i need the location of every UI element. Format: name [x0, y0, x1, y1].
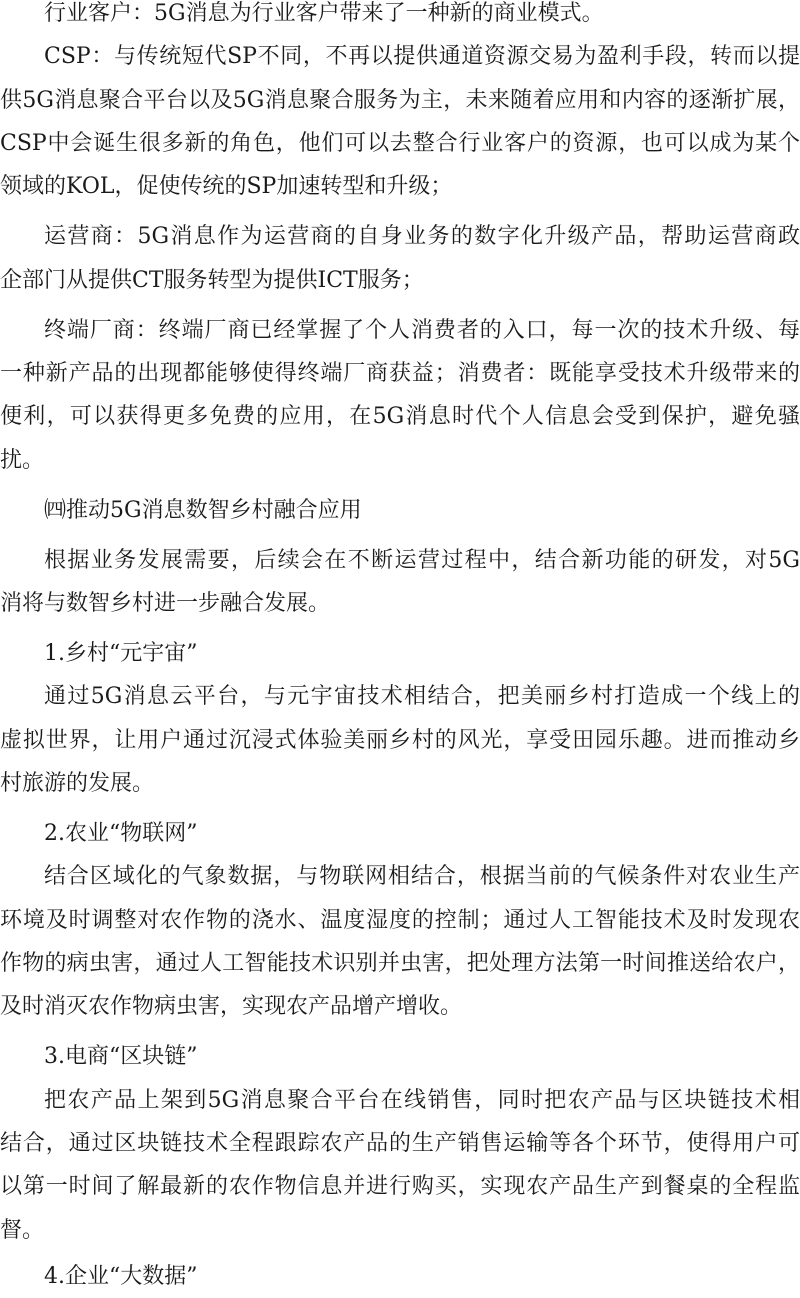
text-line: 作物的病虫害，通过人工智能技术识别并虫害，把处理方法第一时间推送给农户， [0, 951, 800, 976]
subsection-heading: 4.企业“大数据” [44, 1264, 198, 1289]
text-line: 运营商：5G消息作为运营商的自身业务的数字化升级产品，帮助运营商政 [44, 224, 800, 249]
text-line: 督。 [0, 1218, 45, 1243]
text-line: 供5G消息聚合平台以及5G消息聚合服务为主，未来随着应用和内容的逐渐扩展， [0, 88, 800, 113]
text-line: 行业客户：5G消息为行业客户带来了一种新的商业模式。 [44, 1, 604, 26]
text-line: CSP中会诞生很多新的角色，他们可以去整合行业客户的资源，也可以成为某个 [0, 131, 800, 156]
text-line: 村旅游的发展。 [0, 771, 155, 796]
text-line: 结合，通过区块链技术全程跟踪农产品的生产销售运输等各个环节，使得用户可 [0, 1131, 800, 1156]
text-line: 及时消灭农作物病虫害，实现农产品增产增收。 [0, 994, 463, 1019]
text-line: 环境及时调整对农作物的浇水、温度湿度的控制；通过人工智能技术及时发现农 [0, 908, 800, 933]
text-line: CSP：与传统短代SP不同，不再以提供通道资源交易为盈利手段，转而以提 [44, 44, 800, 69]
text-line: 扰。 [0, 448, 45, 473]
text-line: 虚拟世界，让用户通过沉浸式体验美丽乡村的风光，享受田园乐趣。进而推动乡 [0, 728, 800, 753]
text-line: 结合区域化的气象数据，与物联网相结合，根据当前的气候条件对农业生产 [44, 864, 800, 889]
section-heading: ㈣推动5G消息数智乡村融合应用 [44, 498, 362, 523]
subsection-heading: 1.乡村“元宇宙” [44, 641, 198, 666]
text-line: 通过5G消息云平台，与元宇宙技术相结合，把美丽乡村打造成一个线上的 [44, 684, 800, 709]
text-line: 领域的KOL，促使传统的SP加速转型和升级； [0, 174, 453, 199]
text-line: 把农产品上架到5G消息聚合平台在线销售，同时把农产品与区块链技术相 [44, 1088, 800, 1113]
text-line: 消将与数智乡村进一步融合发展。 [0, 591, 331, 616]
text-line: 根据业务发展需要，后续会在不断运营过程中，结合新功能的研发，对5G [44, 548, 800, 573]
subsection-heading: 2.农业“物联网” [44, 821, 198, 846]
text-line: 企部门从提供CT服务转型为提供ICT服务； [0, 268, 424, 293]
text-line: 便利，可以获得更多免费的应用，在5G消息时代个人信息会受到保护，避免骚 [0, 404, 800, 429]
text-line: 以第一时间了解最新的农作物信息并进行购买，实现农产品生产到餐桌的全程监 [0, 1174, 800, 1199]
text-line: 终端厂商：终端厂商已经掌握了个人消费者的入口，每一次的技术升级、每 [44, 318, 800, 343]
text-line: 一种新产品的出现都能够使得终端厂商获益；消费者：既能享受技术升级带来的 [0, 361, 800, 386]
subsection-heading: 3.电商“区块链” [44, 1044, 198, 1069]
